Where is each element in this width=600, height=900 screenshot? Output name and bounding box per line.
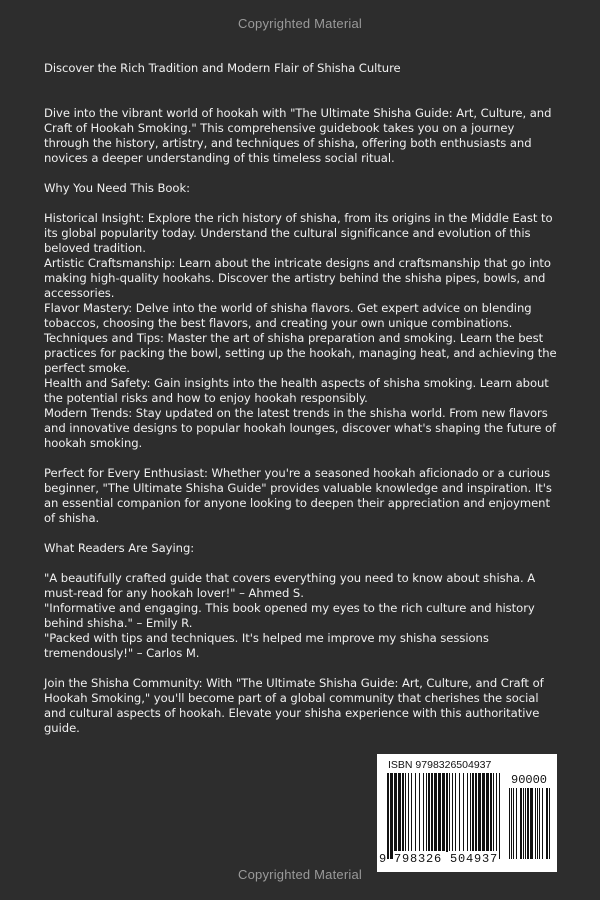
barcode-bar	[442, 773, 445, 851]
reader-quote: "Informative and engaging. This book opened my eyes to the rich culture and history behind shisha." – Emily R.	[44, 601, 535, 630]
barcode-bar	[438, 773, 441, 851]
feature-item: Historical Insight: Explore the rich history of shisha, from its origins in the Middle East to its global popularity today. Understand the cultural significance and evolution of this beloved tradition.	[44, 211, 553, 255]
barcode-bar	[467, 773, 468, 851]
feature-item: Artistic Craftsmanship: Learn about the intricate designs and craftsmanship that go into making high-quality hookahs. Discover the artistry behind the shisha pipes, bowls, and accessories.	[44, 256, 551, 300]
barcode-bar	[482, 773, 485, 851]
blurb-heading: Discover the Rich Tradition and Modern Flair of Shisha Culture	[44, 61, 401, 75]
barcode-bar	[549, 788, 550, 859]
reader-quote: "Packed with tips and techniques. It's helped me improve my shisha sessions tremendously!" – Carlos M.	[44, 631, 489, 660]
barcode-bar	[446, 773, 448, 859]
isbn-barcode	[377, 754, 557, 872]
barcode-bar	[475, 773, 477, 851]
barcode-bar	[415, 773, 416, 851]
why-heading: Why You Need This Book:	[44, 181, 190, 195]
barcode-bar	[428, 773, 430, 851]
barcode-bar	[394, 773, 397, 851]
barcode-bar	[527, 788, 529, 859]
barcode-lead-digit: 9	[379, 852, 387, 866]
copyright-watermark-bottom: Copyrighted Material	[238, 867, 362, 882]
barcode-bar	[387, 773, 389, 859]
barcode-bar	[402, 773, 404, 851]
barcode-bar	[539, 788, 540, 859]
barcode-bar	[493, 773, 494, 851]
barcode-bar	[516, 788, 517, 859]
barcode-bar	[520, 788, 522, 859]
enthusiast-paragraph: Perfect for Every Enthusiast: Whether you're a seasoned hookah aficionado or a curious beginner, "The Ultimate Shisha Guide" provides valuable knowledge and inspiration. It's an essential companion for anyone looking to deepen their appreciation and enjoyment of shisha.	[44, 466, 552, 525]
barcode-bar	[434, 773, 437, 851]
isbn-label: ISBN 9798326504937	[388, 759, 492, 771]
barcode-digits: 798326 504937	[394, 852, 499, 866]
barcode-bar	[511, 788, 512, 859]
barcode-bar	[478, 773, 481, 851]
barcode-bar	[523, 788, 524, 859]
barcode-bars	[387, 773, 503, 859]
barcode-bar	[513, 788, 514, 859]
barcode-bar	[525, 788, 526, 859]
barcode-bar	[542, 788, 543, 859]
barcode-bar	[509, 788, 510, 859]
barcode-bar	[490, 773, 492, 851]
intro-paragraph: Dive into the vibrant world of hookah with "The Ultimate Shisha Guide: Art, Culture, and Craft of Hookah Smoking." This comprehensive guidebook takes you on a journey through the history, artistry, and techniques of shisha, offering both enthusiasts and novices a deeper understanding of this timeless social ritual.	[44, 106, 552, 165]
readers-heading: What Readers Are Saying:	[44, 541, 195, 555]
barcode-bar	[530, 788, 533, 859]
copyright-watermark-top: Copyrighted Material	[238, 16, 362, 31]
barcode-bar	[486, 773, 489, 851]
community-paragraph: Join the Shisha Community: With "The Ultimate Shisha Guide: Art, Culture, and Craft of Hookah Smoking," you'll become part of a global community that cherishes the social and cultural aspects of hookah. Elevate your shisha experience with this authoritative guide.	[44, 676, 544, 735]
barcode-bar	[408, 773, 409, 851]
price-addon-number: 90000	[511, 773, 548, 787]
barcode-bar	[470, 773, 471, 851]
feature-item: Techniques and Tips: Master the art of shisha preparation and smoking. Learn the best practices for packing the bowl, setting up the hookah, managing heat, and achieving the perfect smoke.	[44, 331, 557, 375]
feature-item: Modern Trends: Stay updated on the latest trends in the shisha world. From new flavors and innovative designs to popular hookah lounges, discover what's shaping the future of hookah smoking.	[44, 406, 557, 450]
barcode-bar	[546, 788, 548, 859]
barcode-bar	[405, 773, 406, 851]
barcode-bar	[463, 773, 464, 851]
barcode-bar	[398, 773, 401, 851]
barcode-bar	[537, 788, 538, 859]
barcode-bar	[411, 773, 412, 851]
barcode-bar	[496, 773, 497, 851]
barcode-bar	[499, 773, 500, 859]
back-cover-text	[44, 61, 557, 736]
barcode-bar	[419, 773, 420, 851]
feature-item: Health and Safety: Gain insights into the health aspects of shisha smoking. Learn about the potential risks and how to enjoy hookah responsibly.	[44, 376, 549, 405]
barcode-bar	[452, 773, 453, 851]
barcode-bar	[455, 773, 456, 851]
barcode-bar	[472, 773, 474, 851]
barcode-bar	[426, 773, 427, 851]
barcode-bar	[390, 773, 393, 859]
addon-barcode-bars	[509, 788, 551, 859]
barcode-bar	[459, 773, 460, 851]
barcode-bar	[431, 773, 433, 851]
barcode-bar	[535, 788, 536, 859]
feature-item: Flavor Mastery: Delve into the world of shisha flavors. Get expert advice on blending tobaccos, choosing the best flavors, and creating your own unique combinations.	[44, 301, 532, 330]
reader-quote: "A beautifully crafted guide that covers everything you need to know about shisha. A must-read for any hookah lover!" – Ahmed S.	[44, 571, 536, 600]
barcode-bar	[423, 773, 424, 851]
barcode-bar	[449, 773, 450, 851]
